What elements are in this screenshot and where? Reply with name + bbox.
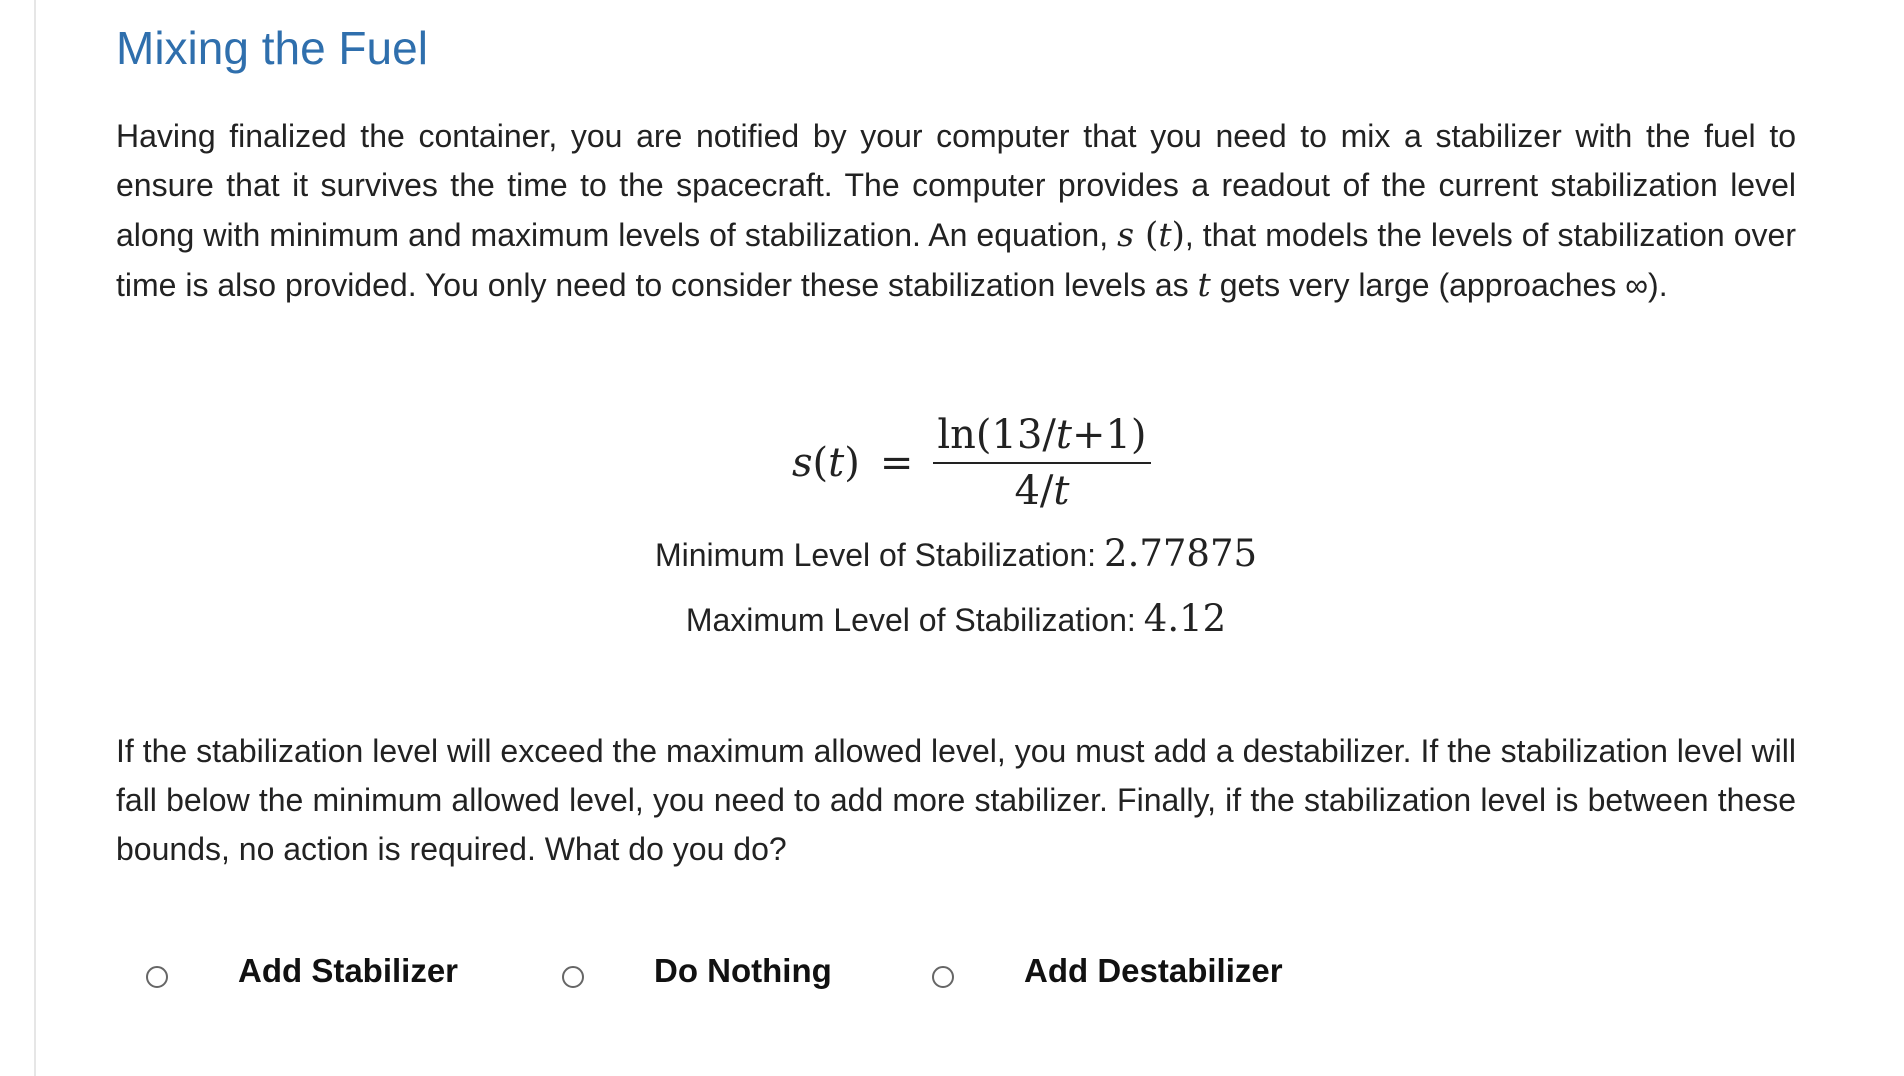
radio-do-nothing[interactable]	[562, 966, 584, 988]
maximum-level-label: Maximum Level of Stabilization:	[685, 602, 1136, 638]
intro-paragraph: Having finalized the container, you are notified by your computer that you need to mix a stabilizer with the fuel to ensure that it survives the time to the spacecraft. The computer provides a readout of the current stabilization level along with minimum and maximum levels of stabilization. An equation, s (t), that models the levels of stabilization over time is also provided. You only need to consider these stabilization levels as t gets very large (approaches ∞).	[116, 118, 1797, 304]
radio-add-stabilizer[interactable]	[146, 966, 168, 988]
infinity-symbol: ∞	[1625, 267, 1649, 303]
page-title: Mixing the Fuel	[116, 22, 428, 74]
choice-label-add-stabilizer[interactable]: Add Stabilizer	[238, 952, 459, 989]
choice-do-nothing[interactable]	[562, 952, 832, 990]
stabilization-equation	[792, 412, 1151, 514]
instructions-paragraph: If the stabilization level will exceed the maximum allowed level, you must add a destabilizer. If the stabilization level will fall below the minimum allowed level, you need to add more stabilizer. Finally, if the stabilization level is between these bounds, no action is required. What do you do?	[116, 733, 1796, 867]
intro-var-t: t	[1197, 265, 1211, 304]
choice-add-destabilizer[interactable]	[932, 952, 1283, 990]
left-border-rule	[34, 0, 36, 1076]
minimum-level-label: Minimum Level of Stabilization:	[654, 537, 1097, 573]
equation-block	[116, 412, 1796, 522]
minimum-level-readout	[116, 532, 1796, 575]
equation-fraction	[933, 412, 1150, 514]
intro-text-1: Having finalized the container, you are notified by your computer that you need to mix a stabilizer with the fuel to ensure that it survives the time to the spacecraft. The computer provides a readout of the current stabilization level along with minimum and maximum levels of stabilization. An equation,	[116, 118, 1796, 253]
choice-add-stabilizer[interactable]	[146, 952, 458, 990]
intro-text-2: , that models the levels of stabilization over time is also provided. You only need to consider these stabilization levels as	[116, 217, 1797, 303]
answer-choices	[116, 952, 1796, 1002]
maximum-level-readout	[116, 597, 1796, 640]
choice-label-do-nothing[interactable]: Do Nothing	[654, 952, 832, 989]
equals-sign: =	[879, 440, 914, 486]
equation-lhs: s(t)	[792, 440, 860, 486]
intro-func-name: s	[1117, 215, 1135, 254]
intro-func-arg: t	[1158, 215, 1172, 254]
radio-add-destabilizer[interactable]	[932, 966, 954, 988]
intro-text-3: gets very large (approaches	[1210, 267, 1626, 303]
fraction-denominator: 4/t	[1014, 468, 1070, 514]
intro-text-4: ).	[1648, 267, 1668, 303]
minimum-level-value: 2.77875	[1104, 532, 1258, 575]
choice-label-add-destabilizer[interactable]: Add Destabilizer	[1024, 952, 1283, 989]
maximum-level-value: 4.12	[1143, 597, 1227, 640]
question-content	[116, 0, 1797, 989]
fraction-numerator: ln(13/t+1)	[933, 412, 1150, 464]
